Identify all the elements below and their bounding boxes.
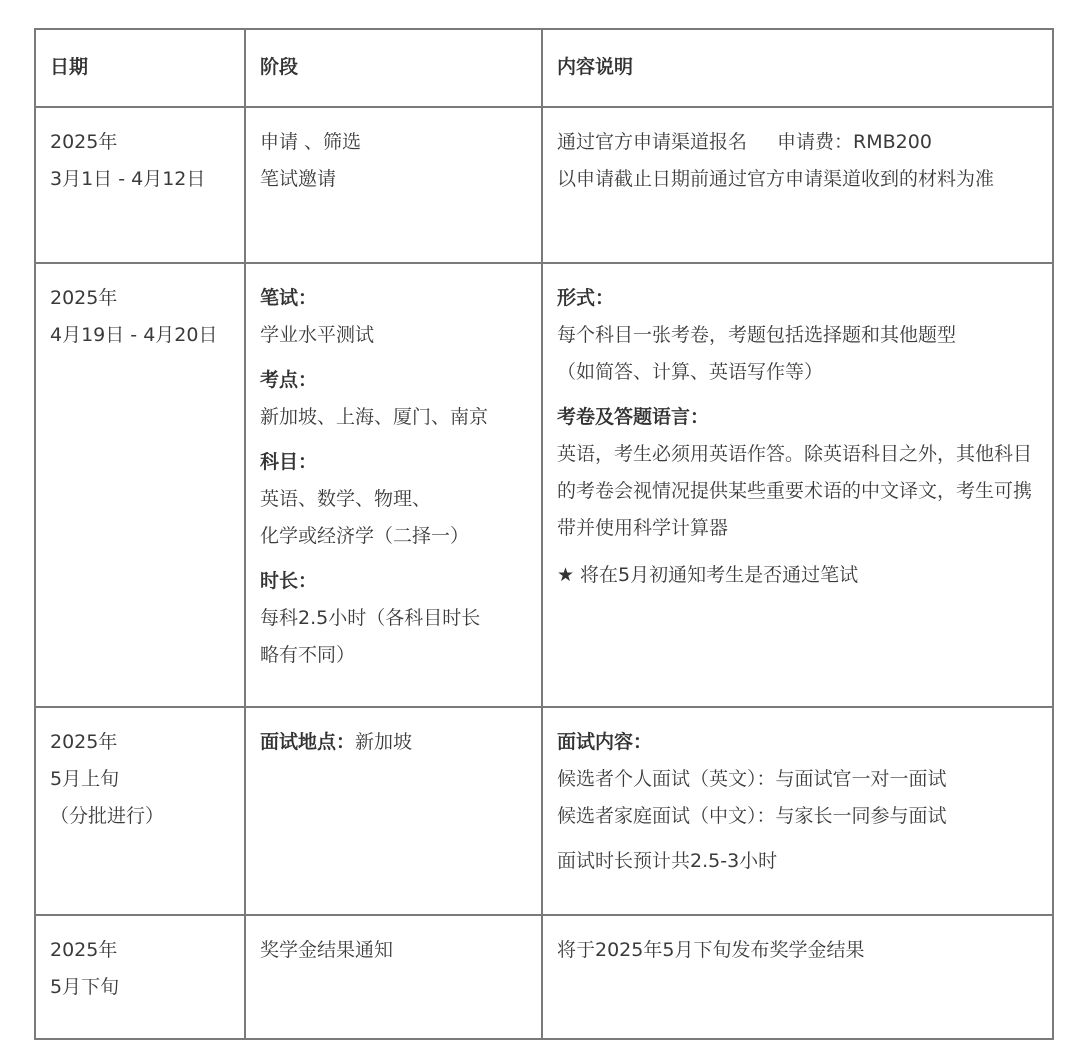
form-label: 形式： (557, 287, 615, 309)
stage-line: 申请 、筛选 (260, 131, 362, 153)
description-cell (542, 915, 1053, 1039)
duration-label: 时长： (260, 570, 318, 592)
language-paragraph: 英语，考生必须用英语作答。除英语科目之外，其他科目的考卷会视情况提供某些重要术语的中文译文，考生可携带并使用科学计算器 (557, 443, 1033, 539)
interview-line: 候选者个人面试（英文）：与面试官一对一面试 (557, 768, 947, 790)
interview-venue-label: 面试地点： (260, 731, 356, 753)
stage-line: 奖学金结果通知 (260, 939, 394, 961)
stage-line: 笔试邀请 (260, 168, 337, 190)
table-row (35, 107, 1053, 263)
note-text: 将在5月初通知考生是否通过笔试 (580, 564, 859, 586)
date-range: 4月19日 - 4月20日 (50, 324, 218, 346)
date-note: （分批进行） (50, 805, 165, 827)
date-year: 2025年 (50, 939, 118, 961)
duration-value: 略有不同） (260, 644, 356, 666)
header-stage: 阶段 (245, 29, 542, 107)
interview-line: 候选者家庭面试（中文）：与家长一同参与面试 (557, 805, 947, 827)
subject-value: 化学或经济学（二择一） (260, 525, 470, 547)
date-range: 5月下旬 (50, 976, 120, 998)
form-line: 每个科目一张考卷，考题包括选择题和其他题型 (557, 324, 957, 346)
application-fee-text: 申请费：RMB200 (777, 131, 932, 153)
description-cell (542, 707, 1053, 915)
table-row (35, 707, 1053, 915)
stage-cell (245, 263, 542, 707)
table-row (35, 915, 1053, 1039)
description-paragraph: 以申请截止日期前通过官方申请渠道收到的材料为准 (557, 168, 995, 190)
date-year: 2025年 (50, 287, 118, 309)
subject-value: 英语、数学、物理、 (260, 488, 432, 510)
table-row (35, 263, 1053, 707)
written-exam-label: 笔试： (260, 287, 318, 309)
header-row (35, 29, 1053, 107)
date-year: 2025年 (50, 131, 118, 153)
description-line: 将于2025年5月下旬发布奖学金结果 (557, 939, 865, 961)
date-range: 5月上旬 (50, 768, 120, 790)
date-cell (35, 107, 245, 263)
note-line (557, 557, 1038, 594)
date-cell (35, 915, 245, 1039)
header-description: 内容说明 (542, 29, 1053, 107)
date-range: 3月1日 - 4月12日 (50, 168, 206, 190)
date-cell (35, 707, 245, 915)
interview-content-label: 面试内容： (557, 731, 653, 753)
form-line: （如简答、计算、英语写作等） (557, 361, 824, 383)
description-line (557, 124, 1038, 161)
stage-cell (245, 107, 542, 263)
stage-cell (245, 915, 542, 1039)
venue-value: 新加坡、上海、厦门、南京 (260, 406, 489, 428)
header-date: 日期 (35, 29, 245, 107)
description-cell (542, 263, 1053, 707)
schedule-table (34, 28, 1054, 1040)
interview-venue (260, 724, 527, 761)
interview-venue-value: 新加坡 (355, 731, 413, 753)
date-cell (35, 263, 245, 707)
subject-label: 科目： (260, 451, 318, 473)
venue-label: 考点： (260, 369, 318, 391)
duration-value: 每科2.5小时（各科目时长 (260, 607, 481, 629)
application-channel-text: 通过官方申请渠道报名 (557, 131, 748, 153)
date-year: 2025年 (50, 731, 118, 753)
language-label: 考卷及答题语言： (557, 406, 710, 428)
star-icon: ★ (557, 564, 575, 586)
stage-cell (245, 707, 542, 915)
description-cell (542, 107, 1053, 263)
written-exam-value: 学业水平测试 (260, 324, 375, 346)
interview-duration: 面试时长预计共2.5-3小时 (557, 850, 778, 872)
